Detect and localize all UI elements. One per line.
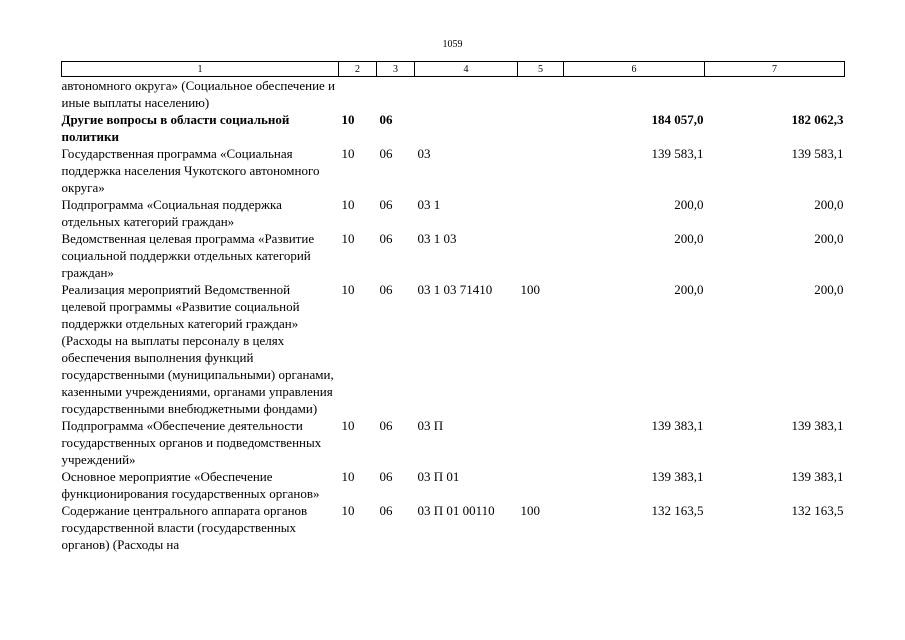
row-amount-2 <box>705 77 845 112</box>
row-target-article: 03 1 <box>417 197 441 212</box>
row-section: 10 <box>341 282 355 297</box>
table-row <box>62 145 845 196</box>
row-amount-2: 139 383,1 <box>791 469 844 484</box>
row-amount-1: 139 583,1 <box>651 146 704 161</box>
row-target-article <box>415 77 518 112</box>
row-amount-1: 200,0 <box>674 197 704 212</box>
row-subsection: 06 <box>379 112 393 127</box>
row-amount-1: 139 383,1 <box>651 418 704 433</box>
row-amount-2: 139 383,1 <box>791 418 844 433</box>
column-header: 7 <box>705 62 845 77</box>
row-name: Реализация мероприятий Ведомственной целевой программы «Развитие социальной поддержки отдельных категорий граждан» (Расходы на выплаты персоналу в целях обеспечения выполнения функций государственными (муниципальными) органами, казенными учреждениями, органами управления государственными внебюджетными фондами) <box>61 282 334 416</box>
column-header: 1 <box>62 62 339 77</box>
row-section: 10 <box>341 112 355 127</box>
row-amount-2: 200,0 <box>814 231 844 246</box>
row-subsection: 06 <box>379 418 393 433</box>
table-row <box>62 502 845 553</box>
row-name: автономного округа» (Социальное обеспечение и иные выплаты населению) <box>61 78 336 110</box>
row-section: 10 <box>341 418 355 433</box>
page-number: 1059 <box>442 39 463 50</box>
row-target-article: 03 1 03 <box>417 231 457 246</box>
row-expense-type <box>518 417 564 468</box>
table-row <box>62 230 845 281</box>
row-section <box>339 77 377 112</box>
row-expense-type <box>518 145 564 196</box>
row-expense-type <box>518 196 564 230</box>
column-header: 6 <box>564 62 705 77</box>
table-row <box>62 111 845 145</box>
row-subsection: 06 <box>379 282 393 297</box>
row-name: Содержание центрального аппарата органов государственной власти (государственных органов) (Расходы на <box>61 503 308 552</box>
row-amount-2: 139 583,1 <box>791 146 844 161</box>
row-amount-2: 200,0 <box>814 197 844 212</box>
row-section: 10 <box>341 146 355 161</box>
table-row <box>62 417 845 468</box>
row-amount-1: 200,0 <box>674 231 704 246</box>
row-expense-type: 100 <box>520 282 540 297</box>
budget-table <box>61 61 845 553</box>
row-amount-2: 200,0 <box>814 282 844 297</box>
row-name: Ведомственная целевая программа «Развитие социальной поддержки отдельных категорий граждан» <box>61 231 315 280</box>
row-section: 10 <box>341 197 355 212</box>
row-subsection: 06 <box>379 503 393 518</box>
row-name: Другие вопросы в области социальной политики <box>61 112 290 144</box>
table-body <box>62 77 845 554</box>
row-section: 10 <box>341 231 355 246</box>
table-row <box>62 468 845 502</box>
table-row <box>62 281 845 417</box>
row-amount-2: 132 163,5 <box>791 503 844 518</box>
row-expense-type <box>518 230 564 281</box>
table-row <box>62 196 845 230</box>
row-name: Основное мероприятие «Обеспечение функционирования государственных органов» <box>61 469 320 501</box>
table-header-row <box>62 62 845 77</box>
column-header: 5 <box>518 62 564 77</box>
row-amount-1: 184 057,0 <box>651 112 704 127</box>
row-expense-type <box>518 111 564 145</box>
row-subsection <box>377 77 415 112</box>
row-target-article: 03 1 03 71410 <box>417 282 493 297</box>
row-amount-1: 200,0 <box>674 282 704 297</box>
row-section: 10 <box>341 469 355 484</box>
row-expense-type: 100 <box>520 503 540 518</box>
row-name: Подпрограмма «Обеспечение деятельности государственных органов и подведомственных учреждений» <box>61 418 322 467</box>
row-subsection: 06 <box>379 469 393 484</box>
row-target-article: 03 <box>417 146 431 161</box>
row-section: 10 <box>341 503 355 518</box>
row-target-article: 03 П 01 <box>417 469 460 484</box>
row-target-article <box>415 111 518 145</box>
column-header: 4 <box>415 62 518 77</box>
row-name: Государственная программа «Социальная поддержка населения Чукотского автономного округа» <box>61 146 320 195</box>
column-header: 2 <box>339 62 377 77</box>
row-amount-1: 132 163,5 <box>651 503 704 518</box>
row-name: Подпрограмма «Социальная поддержка отдельных категорий граждан» <box>61 197 282 229</box>
column-header: 3 <box>377 62 415 77</box>
row-subsection: 06 <box>379 146 393 161</box>
row-subsection: 06 <box>379 231 393 246</box>
row-amount-1 <box>564 77 705 112</box>
row-expense-type <box>518 77 564 112</box>
table-row <box>62 77 845 112</box>
row-expense-type <box>518 468 564 502</box>
row-target-article: 03 П 01 00110 <box>417 503 495 518</box>
row-target-article: 03 П <box>417 418 444 433</box>
row-amount-2: 182 062,3 <box>791 112 844 127</box>
row-amount-1: 139 383,1 <box>651 469 704 484</box>
row-subsection: 06 <box>379 197 393 212</box>
